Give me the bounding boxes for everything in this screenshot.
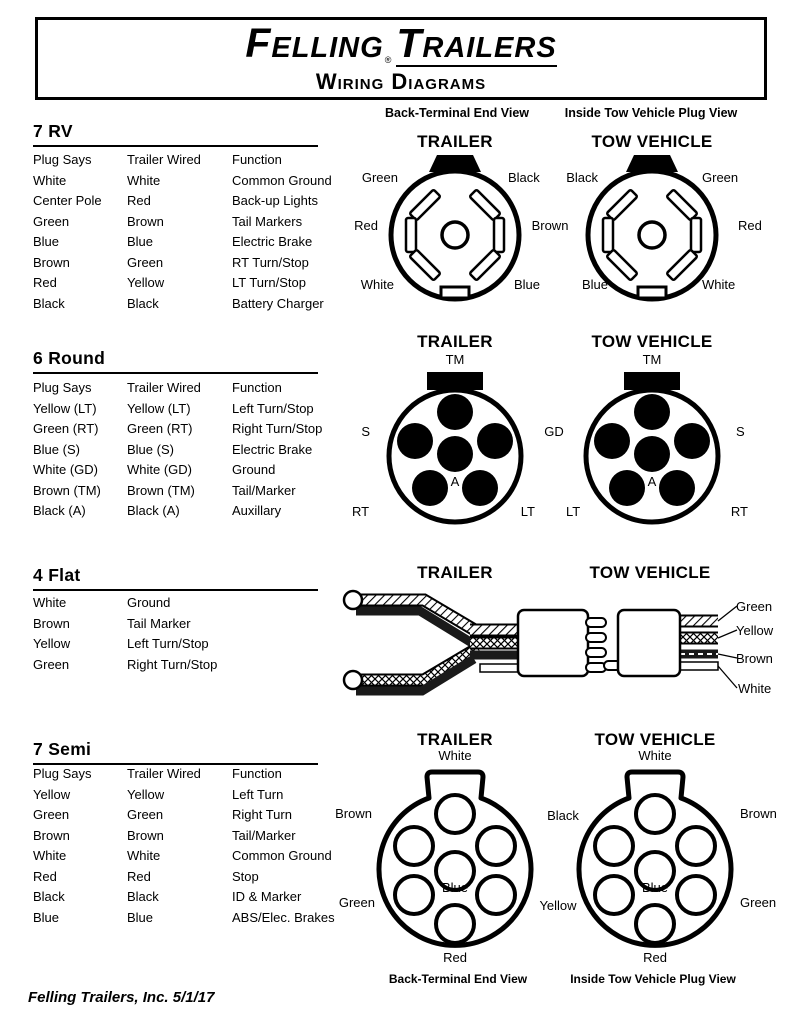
table-cell: Yellow [33,786,71,802]
table-cell: Blue (S) [33,441,80,457]
four-flat-diagram [330,560,799,710]
table-cell: Right Turn/Stop [232,421,323,436]
table-cell: Tail/Marker [232,482,296,498]
caption-back-terminal-end-view: Back-Terminal End View [384,106,530,120]
table-cell: Brown [127,827,164,843]
keyway [638,287,666,298]
six-round-table [33,378,343,522]
seven-semi-diagram [330,730,799,988]
table-cell: Yellow (LT) [127,400,191,416]
table-cell: Back-up Lights [232,193,318,208]
table-cell: Tail/Marker [232,827,296,843]
table-header-cell: Function [232,766,282,781]
connector-tab [427,372,483,390]
table-cell: Black [127,295,159,311]
table-header-cell: Plug Says [33,766,92,781]
six-round-tow-connector [572,366,732,526]
table-cell: White [127,848,161,863]
tow-center-pin-label: A [647,474,657,489]
table-header-cell: Trailer Wired [127,152,201,167]
table-cell: Green (RT) [127,421,193,436]
table-cell: Yellow [127,786,165,802]
trailer-pin-label-top: White [438,748,472,763]
connector-tab [624,372,680,390]
table-cell: Tail Markers [232,213,303,229]
seven-semi-trailer-connector [365,764,545,954]
wire-end-loop [344,591,362,609]
table-cell: LT Turn/Stop [232,275,306,290]
table-cell: Left Turn [232,786,284,802]
table-cell: Green [33,807,70,822]
table-cell: Auxillary [232,503,282,518]
center-pole [442,222,468,248]
label-leader-lines [718,606,737,688]
table-cell: Black [127,889,159,904]
caption-inside-tow-vehicle-plug-view: Inside Tow Vehicle Plug View [564,106,738,120]
caption-back-terminal-end-view: Back-Terminal End View [388,972,528,986]
wire-end-loop [344,671,362,689]
keyway [441,287,469,298]
table-cell: Brown [127,213,164,229]
trailer-pin-label-bottom-right: Blue [514,277,541,292]
section-heading-6round: 6 Round [33,348,318,374]
table-cell: Left Turn/Stop [232,400,314,416]
table-cell: Brown [33,827,70,843]
wire-label-yellow: Yellow [736,623,774,638]
trailer-center-pin-label: Blue [441,880,469,895]
tow-vehicle-title: TOW VEHICLE [591,132,713,151]
trailer-pin-label-bottom-left: RT [352,504,370,519]
tow-pin-label-bottom: Red [643,950,667,965]
trailer-pin-label-lower-left: Green [338,895,375,910]
trailer-title: TRAILER [417,563,493,582]
table-cell: White (GD) [127,462,192,477]
table-cell: Yellow [33,636,71,651]
table-cell: RT Turn/Stop [232,254,309,270]
logo-word-trailers: Trailers [396,19,557,66]
section-heading-7rv: 7 RV [33,121,318,147]
header-box [35,17,767,100]
table-cell: Brown [33,254,70,270]
white-wire [680,662,718,670]
trailer-title: TRAILER [417,132,493,151]
caption-inside-tow-vehicle-plug-view: Inside Tow Vehicle Plug View [570,972,736,986]
shared-pin-label-middle: GD [544,424,564,439]
table-cell: Green (RT) [33,421,99,436]
table-cell: Red [127,868,151,884]
table-cell: Right Turn [232,807,292,822]
table-cell: Common Ground [232,172,332,188]
logo-word-felling: Felling [245,19,384,66]
table-cell: Brown (TM) [127,482,195,498]
table-cell: Black (A) [33,503,86,518]
tow-pin-label-top-right: Green [702,170,739,185]
table-cell: Blue [33,234,60,249]
tow-pin-label-upper-right: Brown [740,806,777,821]
trailer-title: TRAILER [417,332,493,351]
table-cell: White [33,595,67,610]
trailer-pin-label-bottom: Red [443,950,467,965]
table-cell: Yellow [127,275,165,290]
table-header-cell: Trailer Wired [127,766,201,781]
tow-pin-label-bottom-left: Blue [581,277,608,292]
table-cell: Electric Brake [232,441,313,457]
seven-semi-table [33,764,343,928]
trailer-pin-label-bottom-left: White [360,277,394,292]
table-cell: Red [33,275,57,290]
trailer-pin-label-left: S [361,424,370,439]
table-cell: Yellow (LT) [33,400,97,416]
table-cell: Brown [33,615,70,631]
table-cell: Stop [232,868,259,884]
trailer-center-pin-label: A [450,474,460,489]
tow-pin-label-top: White [638,748,672,763]
white-wire [480,664,520,672]
tow-center-pin-label: Blue [641,880,669,895]
table-cell: Red [33,868,57,884]
tow-pin-label-bottom-right: RT [730,504,748,519]
table-cell: Red [127,193,151,208]
registered-trademark-icon: ® [384,54,393,65]
table-cell: Ground [232,462,276,477]
trailer-connector-body [518,610,588,676]
table-cell: Brown (TM) [33,482,101,498]
tow-connector-body [618,610,680,676]
four-flat-table [33,593,293,675]
table-cell: Battery Charger [232,295,324,311]
tow-pin-label-bottom-right: White [702,277,736,292]
table-header-cell: Trailer Wired [127,380,201,395]
section-heading-7semi: 7 Semi [33,739,318,765]
tow-vehicle-title: TOW VEHICLE [591,332,713,351]
tow-vehicle-title: TOW VEHICLE [589,563,711,582]
table-header-cell: Plug Says [33,152,92,167]
page-title: Wiring Diagrams [315,68,487,94]
table-cell: Left Turn/Stop [127,636,209,651]
trailer-harness-wires [354,600,478,691]
trailer-pin-label-left: Red [354,218,378,233]
trailer-pin-label-bottom-right: LT [520,504,535,519]
trailer-pin-label-top-right: Black [508,170,540,185]
tow-pin-label-top-left: Black [566,170,598,185]
table-cell: Blue [127,234,154,249]
tow-pin-label-right: S [736,424,745,439]
table-cell: Blue (S) [127,441,174,457]
seven-semi-tow-connector [565,764,745,954]
tow-pin-label-lower-right: Green [740,895,777,910]
table-cell: Center Pole [33,193,102,208]
trailer-pin-label-upper-left: Brown [335,806,372,821]
brand-logo [245,19,557,67]
table-cell: Tail Marker [127,615,191,631]
shared-pin-label-lower-middle: Yellow [539,898,577,913]
table-cell: Common Ground [232,848,332,863]
trailer-pin-label-top-left: Green [361,170,398,185]
table-header-cell: Plug Says [33,380,92,395]
tow-harness-wires [680,621,718,654]
table-cell: ID & Marker [232,889,302,904]
table-cell: Green [33,213,70,229]
footer-company-date: Felling Trailers, Inc. 5/1/17 [28,989,215,1006]
table-cell: Green [127,254,164,270]
tow-vehicle-title: TOW VEHICLE [594,730,716,749]
shared-pin-label-middle: Brown [531,218,569,233]
tow-tab-label: TM [642,352,662,367]
trailer-title: TRAILER [417,730,493,749]
six-round-diagram [330,332,795,537]
table-header-cell: Function [232,380,282,395]
table-cell: Right Turn/Stop [127,656,218,672]
table-cell: ABS/Elec. Brakes [232,909,335,925]
table-cell: Green [127,807,164,822]
table-cell: Blue [127,909,154,925]
center-pole [639,222,665,248]
table-header-cell: Function [232,152,282,167]
table-cell: Black [33,295,65,311]
four-flat-wiring-illustration [340,588,740,703]
table-cell: Blue [33,909,60,925]
table-cell: White (GD) [33,462,98,477]
wire-label-white: White [738,681,772,696]
table-cell: White [127,172,161,188]
seven-rv-table [33,150,343,314]
tow-pin-label-bottom-left: LT [566,504,581,519]
seven-rv-diagram [330,130,795,320]
table-cell: Black [33,889,65,904]
merged-ribbon [470,630,520,655]
table-cell: White [33,848,67,863]
table-cell: Ground [127,595,171,610]
table-cell: Green [33,656,70,672]
section-heading-4flat: 4 Flat [33,565,318,591]
shared-pin-label-upper-middle: Black [547,808,579,823]
six-round-trailer-connector [375,366,535,526]
table-cell: White [33,172,67,188]
wire-label-brown: Brown [736,651,773,666]
wire-label-green: Green [736,599,773,614]
table-cell: Black (A) [127,503,180,518]
table-cell: Electric Brake [232,234,313,249]
trailer-tab-label: TM [445,352,465,367]
tow-pin-label-right: Red [738,218,762,233]
